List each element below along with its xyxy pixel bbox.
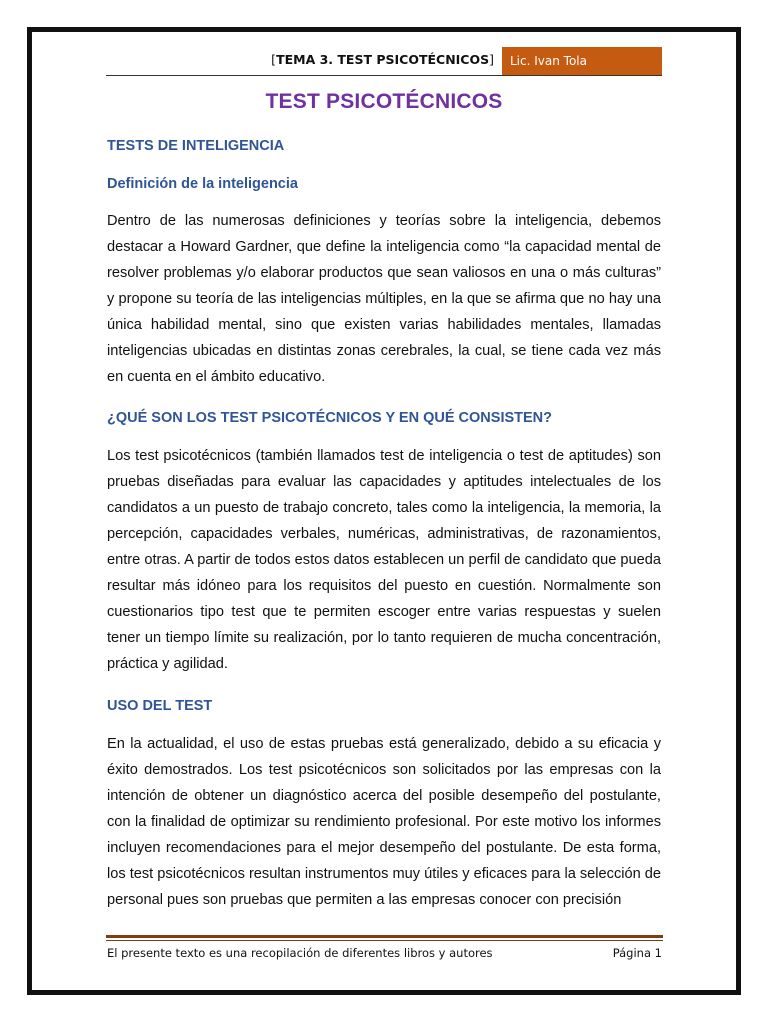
- header-author: Lic. Ivan Tola: [502, 47, 662, 75]
- document-title: TEST PSICOTÉCNICOS: [265, 90, 503, 113]
- header-bracket-open: [: [271, 52, 277, 67]
- paragraph-uso: En la actualidad, el uso de estas pruebas está generalizado, debido a su eficacia y éxito demostrados. Los test psicotécnicos son solicitados por las empresas con la intención de obtener un diagnóstico acerca del posible desempeño del postulante, con la finalidad de optimizar su rendimiento profesional. Por este motivo los informes incluyen recomendaciones para el mejor desempeño del postulante. De esta forma, los test psicotécnicos resultan instrumentos muy útiles y eficaces para la selección de personal pues son pruebas que permiten a las empresas conocer con precisión: [107, 736, 661, 908]
- section-heading-que-son: ¿QUÉ SON LOS TEST PSICOTÉCNICOS Y EN QUÉ CONSISTEN?: [107, 410, 552, 426]
- page-number: Página 1: [612, 946, 662, 960]
- header-title-text: TEMA 3. TEST PSICOTÉCNICOS: [276, 52, 490, 67]
- page-header: [106, 47, 662, 76]
- footer-rule-thick: [106, 935, 663, 938]
- paragraph-que-son: Los test psicotécnicos (también llamados test de inteligencia o test de aptitudes) son pruebas diseñadas para evaluar las capacidades y aptitudes intelectuales de los candidatos a un puesto de trabajo concreto, tales como la inteligencia, la memoria, la percepción, capacidades verbales, numéricas, administrativas, de razonamientos, entre otras. A partir de todos estos datos establecen un perfil de candidato que pueda resultar más idóneo para los requisitos del puesto en cuestión. Normalmente son cuestionarios tipo test que te permiten escoger entre varias respuestas y suelen tener un tiempo límite su realización, por lo tanto requieren de mucha concentración, práctica y agilidad.: [107, 448, 661, 672]
- section-heading-uso: USO DEL TEST: [107, 698, 213, 714]
- footer-text: El presente texto es una recopilación de diferentes libros y autores: [107, 946, 493, 960]
- subheading-definicion: Definición de la inteligencia: [107, 176, 298, 192]
- header-bracket-close: ]: [489, 52, 494, 67]
- header-title: [271, 52, 494, 67]
- footer-rule-thin: [106, 940, 663, 941]
- paragraph-definicion: Dentro de las numerosas definiciones y teorías sobre la inteligencia, debemos destacar a Howard Gardner, que define la inteligencia como “la capacidad mental de resolver problemas y/o elaborar productos que sean valiosos en una o más culturas” y propone su teoría de las inteligencias múltiples, en la que se afirma que no hay una única habilidad mental, sino que existen varias habilidades mentales, llamadas inteligencias ubicadas en distintas zonas cerebrales, la cual, se tiene cada vez más en cuenta en el ámbito educativo.: [107, 213, 661, 385]
- section-heading-tests-inteligencia: TESTS DE INTELIGENCIA: [107, 138, 285, 154]
